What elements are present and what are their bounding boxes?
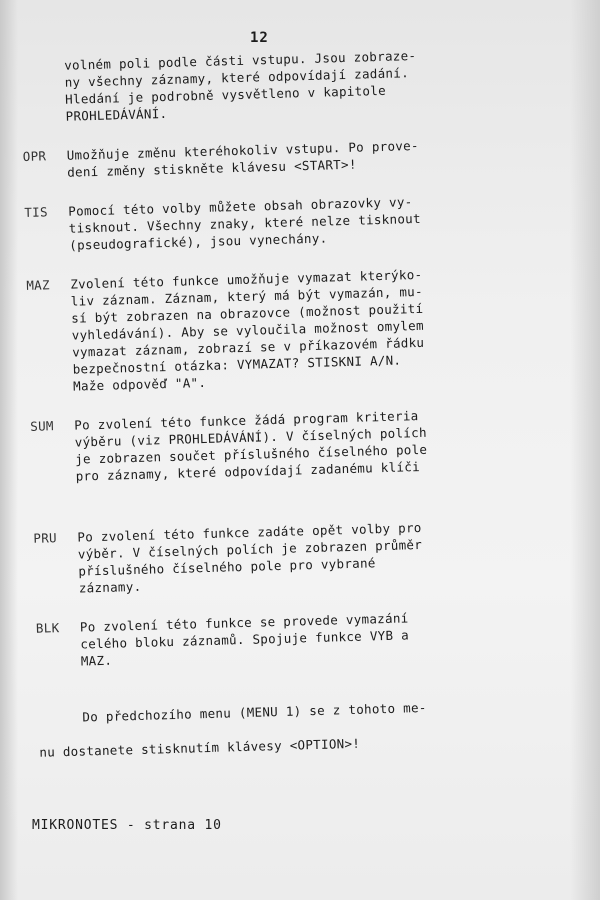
entry-description: Umožňuje změnu kteréhokoliv vstupu. Po prove- dení změny stiskněte klávesu <START>!	[66, 137, 419, 180]
entry-code: TIS	[24, 204, 48, 220]
intro-paragraph: volném poli podle části vstupu. Jsou zobraze- ny všechny záznamy, které odpovídají zadání. Hledání je podrobně vysvětleno v kapitole PROHLEDÁVÁNÍ.	[64, 47, 417, 124]
entry-blk	[36, 605, 557, 670]
entry-description: Po zvolení této funkce zadáte opět volby pro výběr. V číselných polích je zobrazen průměr příslušného číselného pole pro vybrané záznamy.	[77, 519, 423, 596]
closing-line-1: Do předchozího menu (MENU 1) se z tohoto me-	[82, 699, 427, 725]
closing-line-2: nu dostanete stisknutím klávesy <OPTION>!	[39, 735, 361, 760]
page-edge-shadow-left	[0, 0, 18, 900]
entry-code: BLK	[35, 620, 60, 636]
entry-opr	[23, 133, 544, 182]
entry-code: SUM	[30, 418, 54, 434]
entry-pru	[33, 515, 555, 597]
entry-code: MAZ	[26, 277, 51, 293]
entry-description: Po zvolení této funkce se provede vymazání celého bloku záznamů. Spojuje funkce VYB a MAZ.	[79, 610, 410, 669]
entry-code: PRU	[33, 530, 58, 546]
page-footer: MIKRONOTES - strana 10	[32, 818, 222, 833]
closing-paragraph	[39, 678, 552, 776]
entry-tis	[24, 189, 545, 254]
page-content	[20, 43, 560, 777]
page-edge-shadow-right	[570, 0, 600, 900]
entry-description: Zvolení této funkce umožňuje vymazat kterýko- liv záznam. Záznam, který má být vymazán, mu- sí být zobrazen na obrazovce (možnost použití vyhledávání). Aby se vyloučila možnost omylem vymazat záznam, zobrazí se v příkazovém řádku bezpečnostní otázka: VYMAZAT? STISKNI A/N. Maže odpověď "A".	[70, 266, 425, 394]
entry-code: OPR	[22, 148, 47, 164]
entry-maz	[26, 262, 549, 395]
entry-description: Pomocí této volby můžete obsah obrazovky vy- tisknout. Všechny znaky, které nelze tisknout (pseudografické), jsou vynechány.	[68, 194, 421, 253]
entry-sum	[30, 403, 552, 485]
page-number: 12	[250, 30, 269, 46]
entry-description: Po zvolení této funkce žádá program kriteria výběru (viz PROHLEDÁVÁNÍ). V číselných polích je zobrazen součet příslušného číselného pole pro záznamy, které odpovídají zadanému klíči	[74, 408, 428, 484]
